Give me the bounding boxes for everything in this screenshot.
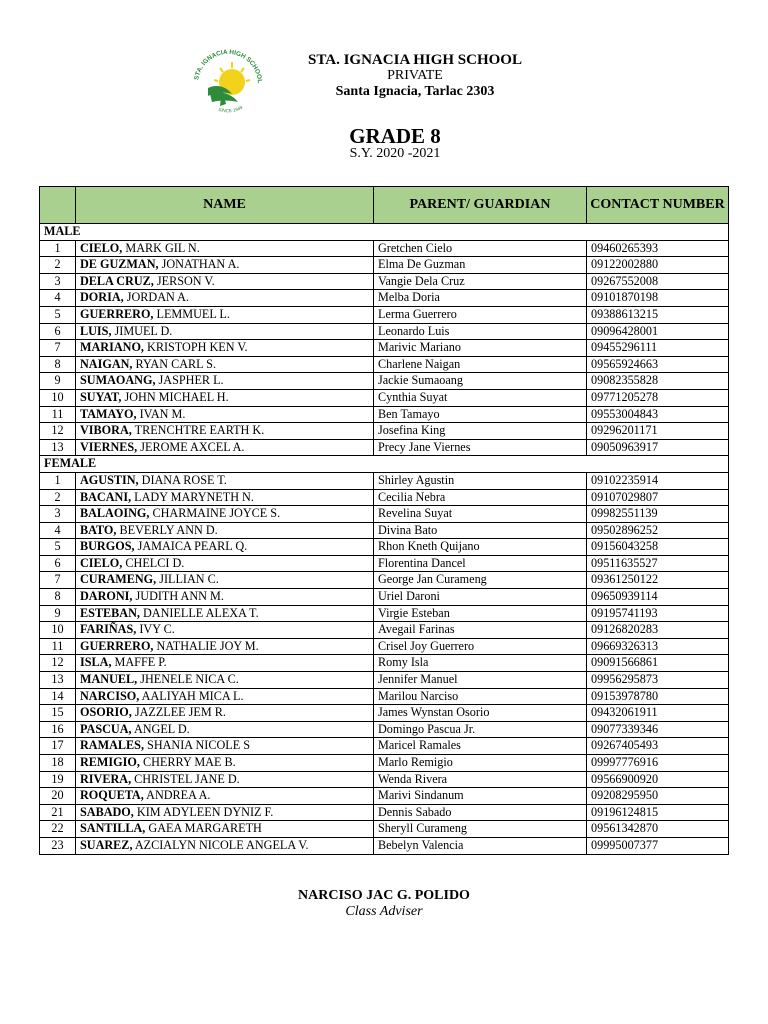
student-last-name: RAMALES, [80,738,144,753]
student-name [76,688,374,705]
contact-number: 09388613215 [587,306,729,323]
guardian-name: Domingo Pascua Jr. [374,721,587,738]
guardian-name: Rhon Kneth Quijano [374,539,587,556]
contact-number: 09553004843 [587,406,729,423]
table-row [40,539,729,556]
header-name: NAME [76,187,374,224]
student-first-name: AALIYAH MICA L. [141,688,244,703]
student-name [76,406,374,423]
guardian-name: George Jan Curameng [374,572,587,589]
guardian-name: Charlene Naigan [374,356,587,373]
guardian-name: Marilou Narciso [374,688,587,705]
table-row [40,389,729,406]
grade-title: GRADE 8 [349,124,441,148]
student-last-name: BALAOING, [80,506,150,521]
student-first-name: JORDAN A. [126,290,190,305]
table-row [40,605,729,622]
row-number: 2 [40,257,76,274]
student-first-name: LADY MARYNETH N. [134,489,254,504]
section-row-female [40,456,729,473]
student-first-name: JAMAICA PEARL Q. [137,539,248,554]
contact-number: 09107029807 [587,489,729,506]
row-number: 19 [40,771,76,788]
school-info [270,52,560,100]
table-row [40,406,729,423]
student-first-name: DANIELLE ALEXA T. [143,605,259,620]
row-number: 14 [40,688,76,705]
section-label: MALE [40,224,729,241]
header-number [40,187,76,224]
row-number: 9 [40,373,76,390]
school-name: STA. IGNACIA HIGH SCHOOL [308,52,522,68]
contact-number: 09096428001 [587,323,729,340]
guardian-name: Maricel Ramales [374,738,587,755]
row-number: 20 [40,788,76,805]
student-first-name: JONATHAN A. [161,257,240,272]
table-row [40,572,729,589]
student-last-name: SUAREZ, [80,837,133,852]
guardian-name: Marivic Mariano [374,340,587,357]
row-number: 5 [40,539,76,556]
guardian-name: Melba Doria [374,290,587,307]
student-last-name: MANUEL, [80,672,138,687]
row-number: 21 [40,804,76,821]
student-name [76,373,374,390]
contact-number: 09771205278 [587,389,729,406]
student-name [76,472,374,489]
student-first-name: JUDITH ANN M. [135,589,224,604]
row-number: 11 [40,638,76,655]
student-name [76,439,374,456]
table-row [40,837,729,854]
student-name [76,489,374,506]
student-last-name: SUMAOANG, [80,373,156,388]
guardian-name: Revelina Suyat [374,506,587,523]
student-first-name: GAEA MARGARETH [148,821,262,836]
table-row [40,638,729,655]
guardian-name: Leonardo Luis [374,323,587,340]
table-row [40,273,729,290]
student-name [76,506,374,523]
student-name [76,539,374,556]
contact-number: 09153978780 [587,688,729,705]
student-name [76,721,374,738]
student-last-name: RIVERA, [80,771,132,786]
contact-number: 09455296111 [587,340,729,357]
contact-number: 09101870198 [587,290,729,307]
table-row [40,705,729,722]
student-first-name: AZCIALYN NICOLE ANGELA V. [134,837,309,852]
student-name [76,572,374,589]
student-last-name: ROQUETA, [80,788,144,803]
guardian-name: Cecilia Nebra [374,489,587,506]
student-name [76,788,374,805]
contact-number: 09650939114 [587,589,729,606]
student-first-name: JERSON V. [156,273,215,288]
guardian-name: Virgie Esteban [374,605,587,622]
school-logo [186,44,270,120]
contact-number: 09566900920 [587,771,729,788]
student-last-name: CIELO, [80,240,123,255]
row-number: 12 [40,655,76,672]
table-row [40,257,729,274]
guardian-name: Wenda Rivera [374,771,587,788]
contact-number: 09077339346 [587,721,729,738]
student-name [76,555,374,572]
class-roster-table [39,186,729,855]
student-last-name: BACANI, [80,489,132,504]
student-first-name: DIANA ROSE T. [141,472,227,487]
guardian-name: Shirley Agustin [374,472,587,489]
guardian-name: Marivi Sindanum [374,788,587,805]
logo-ring-text: STA. IGNACIA HIGH SCHOOL [193,48,264,84]
row-number: 12 [40,423,76,440]
student-last-name: CIELO, [80,555,123,570]
table-row [40,522,729,539]
table-row [40,788,729,805]
contact-number: 09982551139 [587,506,729,523]
student-first-name: SHANIA NICOLE S [147,738,250,753]
table-row [40,373,729,390]
student-name [76,423,374,440]
guardian-name: Crisel Joy Guerrero [374,638,587,655]
student-first-name: ANDREA A. [146,788,211,803]
student-first-name: CHARMAINE JOYCE S. [152,506,281,521]
student-first-name: CHRISTEL JANE D. [134,771,240,786]
student-last-name: BATO, [80,522,117,537]
contact-number: 09565924663 [587,356,729,373]
table-row [40,738,729,755]
contact-number: 09126820283 [587,622,729,639]
table-row [40,688,729,705]
student-name [76,638,374,655]
table-row [40,240,729,257]
student-name [76,804,374,821]
student-first-name: NATHALIE JOY M. [156,638,259,653]
guardian-name: Vangie Dela Cruz [374,273,587,290]
contact-number: 09561342870 [587,821,729,838]
contact-number: 09091566861 [587,655,729,672]
roster-body [40,224,729,855]
student-last-name: LUIS, [80,323,112,338]
student-first-name: JHENELE NICA C. [140,672,239,687]
contact-number: 09195741193 [587,605,729,622]
student-first-name: KIM ADYLEEN DYNIZ F. [136,804,274,819]
table-row [40,771,729,788]
contact-number: 09050963917 [587,439,729,456]
table-row [40,423,729,440]
student-first-name: IVAN M. [139,406,186,421]
contact-number: 09502896252 [587,522,729,539]
student-name [76,738,374,755]
contact-number: 09956295873 [587,672,729,689]
row-number: 6 [40,323,76,340]
student-name [76,771,374,788]
adviser-block [0,888,768,920]
table-row [40,356,729,373]
guardian-name: Josefina King [374,423,587,440]
guardian-name: Florentina Dancel [374,555,587,572]
row-number: 3 [40,273,76,290]
row-number: 7 [40,572,76,589]
row-number: 10 [40,389,76,406]
student-last-name: SANTILLA, [80,821,146,836]
student-last-name: DARONI, [80,589,133,604]
student-name [76,340,374,357]
student-last-name: GUERRERO, [80,638,154,653]
student-last-name: GUERRERO, [80,306,154,321]
row-number: 9 [40,605,76,622]
guardian-name: Cynthia Suyat [374,389,587,406]
table-row [40,340,729,357]
table-row [40,506,729,523]
student-first-name: JIMUEL D. [114,323,173,338]
table-row [40,622,729,639]
contact-number: 09511635527 [587,555,729,572]
student-last-name: AGUSTIN, [80,472,139,487]
row-number: 16 [40,721,76,738]
student-name [76,589,374,606]
student-first-name: JOHN MICHAEL H. [124,389,229,404]
contact-number: 09082355828 [587,373,729,390]
row-number: 3 [40,506,76,523]
student-last-name: NAIGAN, [80,356,133,371]
student-last-name: MARIANO, [80,340,144,355]
student-first-name: KRISTOPH KEN V. [147,340,248,355]
row-number: 8 [40,589,76,606]
contact-number: 09997776916 [587,755,729,772]
student-first-name: TRENCHTRE EARTH K. [134,423,265,438]
row-number: 2 [40,489,76,506]
student-name [76,705,374,722]
guardian-name: Sheryll Curameng [374,821,587,838]
contact-number: 09196124815 [587,804,729,821]
table-row [40,721,729,738]
student-first-name: MARK GIL N. [125,240,200,255]
student-name [76,655,374,672]
student-last-name: REMIGIO, [80,755,140,769]
student-first-name: IVY C. [139,622,175,637]
student-first-name: LEMMUEL L. [156,306,230,321]
row-number: 15 [40,705,76,722]
student-first-name: CHERRY MAE B. [142,755,236,769]
contact-number: 09460265393 [587,240,729,257]
table-row [40,804,729,821]
student-name [76,290,374,307]
student-last-name: VIBORA, [80,423,132,438]
row-number: 17 [40,738,76,755]
student-name [76,257,374,274]
guardian-name: Lerma Guerrero [374,306,587,323]
student-name [76,306,374,323]
guardian-name: Jennifer Manuel [374,672,587,689]
student-last-name: NARCISO, [80,688,140,703]
table-row [40,755,729,772]
guardian-name: Dennis Sabado [374,804,587,821]
row-number: 4 [40,290,76,307]
guardian-name: Divina Bato [374,522,587,539]
student-name [76,755,374,772]
contact-number: 09669326313 [587,638,729,655]
guardian-name: Romy Isla [374,655,587,672]
student-last-name: DELA CRUZ, [80,273,154,288]
student-last-name: DE GUZMAN, [80,257,159,272]
student-last-name: FARIÑAS, [80,622,137,637]
student-last-name: SABADO, [80,804,134,819]
student-last-name: TAMAYO, [80,406,137,421]
adviser-name: NARCISO JAC G. POLIDO [298,888,470,903]
guardian-name: Elma De Guzman [374,257,587,274]
row-number: 1 [40,240,76,257]
row-number: 11 [40,406,76,423]
table-row [40,672,729,689]
row-number: 10 [40,622,76,639]
school-year: S.Y. 2020 -2021 [349,146,441,161]
header-guardian: PARENT/ GUARDIAN [374,187,587,224]
school-address: Santa Ignacia, Tarlac 2303 [335,84,495,99]
row-number: 6 [40,555,76,572]
table-row [40,555,729,572]
guardian-name: Bebelyn Valencia [374,837,587,854]
table-row [40,472,729,489]
contact-number: 09156043258 [587,539,729,556]
row-number: 23 [40,837,76,854]
student-last-name: CURAMENG, [80,572,157,587]
student-first-name: CHELCI D. [125,555,185,570]
contact-number: 09432061911 [587,705,729,722]
contact-number: 09267405493 [587,738,729,755]
contact-number: 09296201171 [587,423,729,440]
school-type: PRIVATE [387,68,443,83]
table-row [40,821,729,838]
guardian-name: Ben Tamayo [374,406,587,423]
section-label: FEMALE [40,456,729,473]
student-last-name: ISLA, [80,655,112,670]
row-number: 7 [40,340,76,357]
student-name [76,273,374,290]
contact-number: 09267552008 [587,273,729,290]
student-first-name: JILLIAN C. [159,572,219,587]
student-last-name: VIERNES, [80,439,138,454]
student-last-name: PASCUA, [80,721,132,736]
contact-number: 09122002880 [587,257,729,274]
contact-number: 09361250122 [587,572,729,589]
student-name [76,323,374,340]
contact-number: 09995007377 [587,837,729,854]
row-number: 13 [40,439,76,456]
student-name [76,622,374,639]
table-row [40,306,729,323]
guardian-name: Jackie Sumaoang [374,373,587,390]
student-last-name: BURGOS, [80,539,135,554]
student-name [76,837,374,854]
student-first-name: ANGEL D. [133,721,190,736]
contact-number: 09102235914 [587,472,729,489]
document-header [0,44,768,114]
table-row [40,655,729,672]
row-number: 1 [40,472,76,489]
contact-number: 09208295950 [587,788,729,805]
student-first-name: RYAN CARL S. [135,356,217,371]
section-row-male [40,224,729,241]
student-first-name: BEVERLY ANN D. [119,522,218,537]
row-number: 5 [40,306,76,323]
student-name [76,821,374,838]
guardian-name: James Wynstan Osorio [374,705,587,722]
student-first-name: JAZZLEE JEM R. [134,705,226,720]
row-number: 18 [40,755,76,772]
student-name [76,389,374,406]
student-last-name: OSORIO, [80,705,132,720]
row-number: 13 [40,672,76,689]
table-row [40,290,729,307]
table-row [40,439,729,456]
guardian-name: Avegail Farinas [374,622,587,639]
row-number: 4 [40,522,76,539]
student-last-name: SUYAT, [80,389,122,404]
student-name [76,672,374,689]
adviser-role: Class Adviser [345,904,423,919]
guardian-name: Marlo Remigio [374,755,587,772]
student-first-name: JEROME AXCEL A. [140,439,245,454]
header-contact: CONTACT NUMBER [587,187,729,224]
guardian-name: Gretchen Cielo [374,240,587,257]
student-name [76,522,374,539]
student-last-name: DORIA, [80,290,124,305]
table-row [40,589,729,606]
student-name [76,605,374,622]
guardian-name: Precy Jane Viernes [374,439,587,456]
table-row [40,323,729,340]
student-last-name: ESTEBAN, [80,605,140,620]
row-number: 22 [40,821,76,838]
table-row [40,489,729,506]
student-name [76,356,374,373]
student-name [76,240,374,257]
table-header-row [40,187,729,224]
guardian-name: Uriel Daroni [374,589,587,606]
logo-since-text: SINCE 1949 [217,104,244,114]
row-number: 8 [40,356,76,373]
student-first-name: JASPHER L. [158,373,224,388]
student-first-name: MAFFE P. [114,655,167,670]
